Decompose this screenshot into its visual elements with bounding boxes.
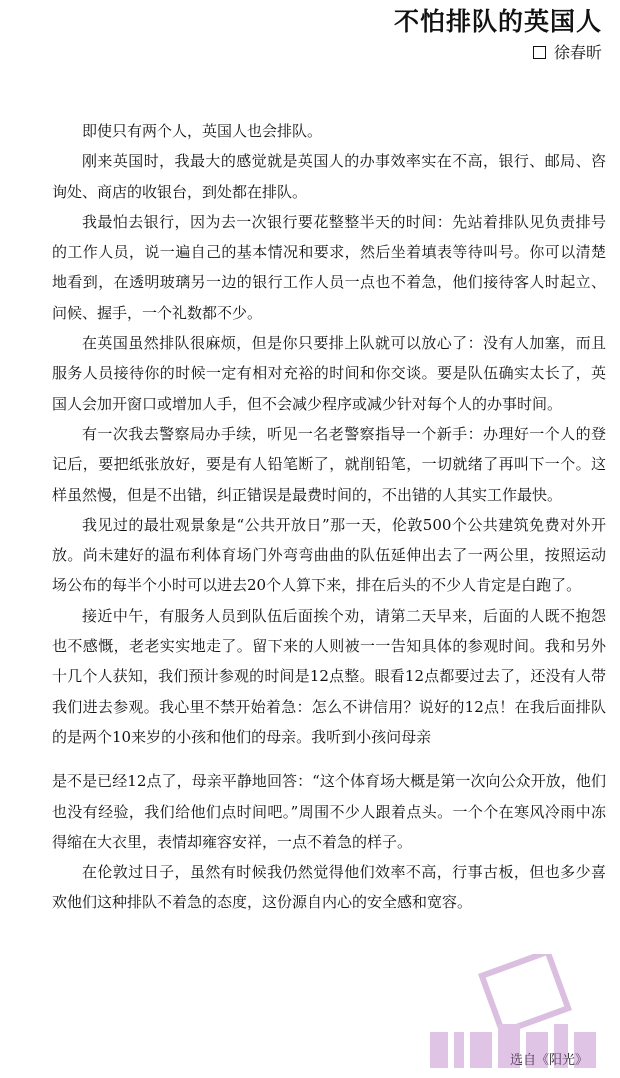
paragraph: 我见过的最壮观景象是“公共开放日”那一天，伦敦500个公共建筑免费对外开放。尚未建好的温布利体育场门外弯弯曲曲的队伍延伸出去了一两公里，按照运动场公布的每半个小时可以进去20个人算下来，排在后头的不少人肯定是白跑了。: [52, 515, 606, 595]
paragraph: 是不是已经12点了，母亲平静地回答：“这个体育场大概是第一次向公众开放，他们也没有经验，我们给他们点时间吧。”周围不少人跟着点头。一个个在寒风冷雨中冻得缩在大衣里，表情却雍容安祥，一点不着急的样子。: [52, 772, 606, 851]
paragraph: 在英国虽然排队很麻烦，但是你只要排上队就可以放心了：没有人加塞，而且服务人员接待你的时候一定有相对充裕的时间和你交谈。要是队伍确实太长了，英国人会加开窗口或增加人手，但不会减少程序或减少针对每个人的办事时间。: [52, 334, 606, 413]
article-title: 不怕排队的英国人: [393, 7, 602, 36]
byline: [533, 40, 602, 63]
source-credit: 选自《阳光》: [509, 1053, 588, 1068]
author-name: 徐春昕: [553, 43, 602, 62]
paragraph: 接近中午，有服务人员到队伍后面挨个劝，请第二天早来，后面的人既不抱怨也不感慨，老老实实地走了。留下来的人则被一一告知具体的参观时间。我和另外十几个人获知，我们预计参观的时间是12点整。眼看12点都要过去了，还没有人带我们进去参观。我心里不禁开始着急：怎么不讲信用？说好的12点！在我后面排队的是两个10来岁的小孩和他们的母亲。我听到小孩问母亲: [52, 606, 606, 746]
paragraph: 我最怕去银行，因为去一次银行要花整整半天的时间：先站着排队见负责排号的工作人员，说一遍自己的基本情况和要求，然后坐着填表等待叫号。你可以清楚地看到，在透明玻璃另一边的银行工作人员一点也不着急，他们接待客人时起立、问候、握手，一个礼数都不少。: [52, 212, 606, 322]
paragraph: 即使只有两个人，英国人也会排队。: [82, 122, 323, 140]
article-body: [52, 116, 606, 918]
paragraph: 刚来英国时，我最大的感觉就是英国人的办事效率实在不高，银行、邮局、咨询处、商店的收银台，到处都在排队。: [52, 152, 606, 201]
square-box-icon: [533, 46, 546, 59]
paragraph: 在伦敦过日子，虽然有时候我仍然觉得他们效率不高，行事古板，但也多少喜欢他们这种排队不着急的态度，这份源自内心的安全感和宽容。: [52, 863, 606, 912]
paragraph: 有一次我去警察局办手续，听见一名老警察指导一个新手：办理好一个人的登记后，要把纸张放好，要是有人铅笔断了，就削铅笔，一切就绪了再叫下一个。这样虽然慢，但是不出错，纠正错误是最费时间的，不出错的人其实工作最快。: [52, 424, 606, 504]
